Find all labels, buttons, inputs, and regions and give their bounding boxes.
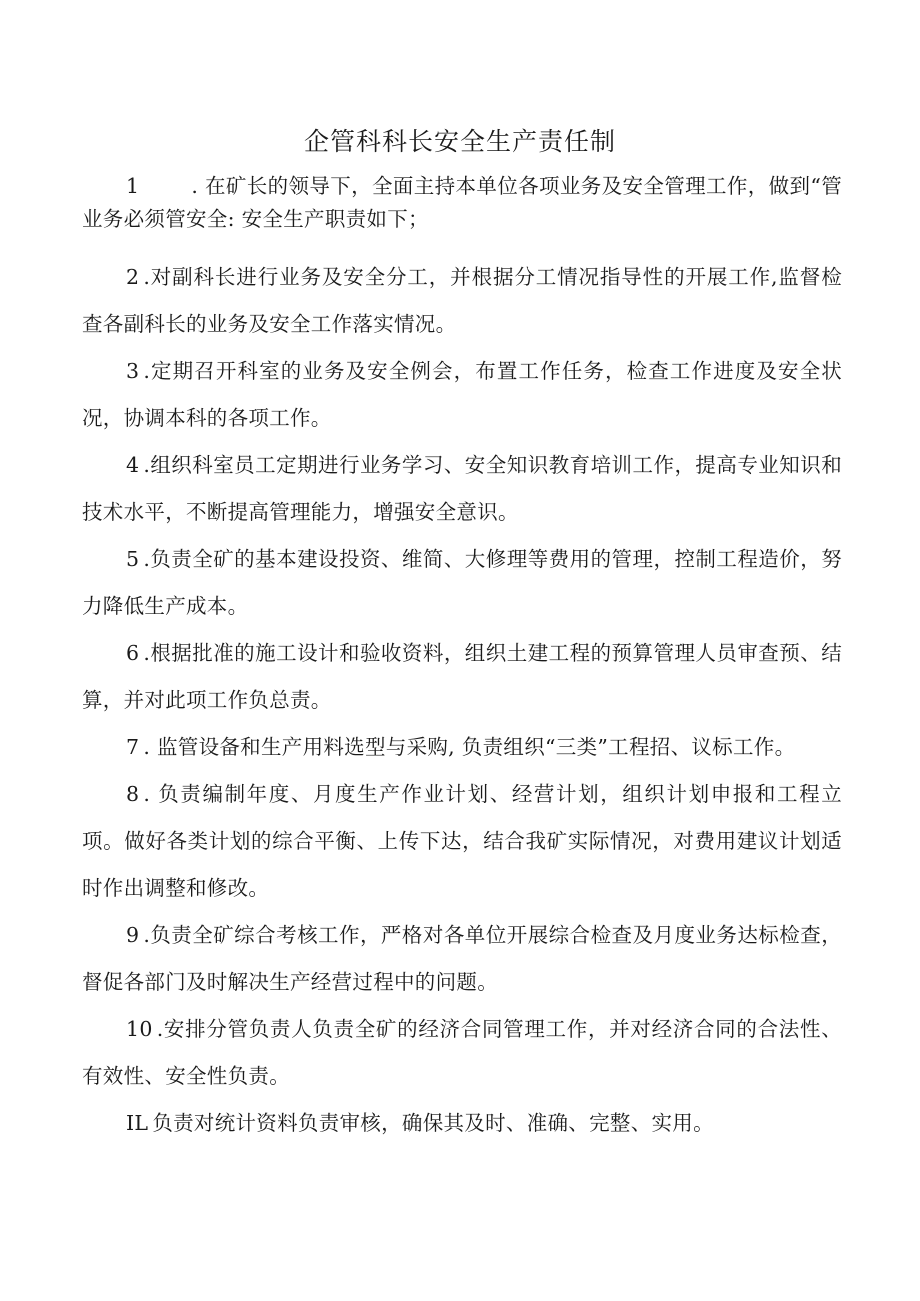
item-number: 2 (126, 265, 140, 289)
item-number: IL (126, 1111, 149, 1135)
list-item (82, 630, 842, 724)
list-item (82, 912, 842, 1006)
list-item (82, 170, 842, 236)
item-text: .安排分管负责人负责全矿的经济合同管理工作，并对经济合同的合法性、有效性、安全性负责。 (82, 1017, 842, 1088)
item-number: 3 (126, 359, 140, 383)
item-number: 1 (126, 174, 140, 198)
list-item (82, 724, 842, 771)
item-number: 6 (126, 641, 140, 665)
item-text: . 监管设备和生产用料选型与采购, 负责组织“三类”工程招、议标工作。 (143, 735, 796, 759)
item-number: 5 (126, 547, 140, 571)
item-text: .组织科室员工定期进行业务学习、安全知识教育培训工作，提高专业知识和技术水平，不断提高管理能力，增强安全意识。 (82, 453, 842, 524)
list-item (82, 536, 842, 630)
list-item (82, 771, 842, 912)
list-item (82, 348, 842, 442)
list-item (82, 1006, 842, 1100)
item-text: .对副科长进行业务及安全分工，并根据分工情况指导性的开展工作,监督检查各副科长的业务及安全工作落实情况。 (82, 265, 842, 336)
item-text: . 在矿长的领导下，全面主持本单位各项业务及安全管理工作，做到“管业务必须管安全: 安全生产职责如下； (82, 174, 842, 231)
document-body (82, 170, 842, 1147)
item-text: 负责对统计资料负责审核，确保其及时、准确、完整、实用。 (152, 1111, 714, 1135)
item-text: .定期召开科室的业务及安全例会，布置工作任务，检查工作进度及安全状况，协调本科的各项工作。 (82, 359, 842, 430)
item-number: 8 (126, 782, 140, 806)
item-number: 7 (126, 735, 140, 759)
item-number: 9 (126, 923, 140, 947)
document-title: 企管科科长安全生产责任制 (303, 127, 616, 156)
item-text: .负责全矿综合考核工作，严格对各单位开展综合检查及月度业务达标检查，督促各部门及时解决生产经营过程中的问题。 (82, 923, 842, 994)
item-text: .根据批准的施工设计和验收资料，组织土建工程的预算管理人员审查预、结算，并对此项工作负总责。 (82, 641, 842, 712)
list-item (82, 442, 842, 536)
item-number: 10 (126, 1017, 153, 1041)
item-text: . 负责编制年度、月度生产作业计划、经营计划，组织计划申报和工程立项。做好各类计划的综合平衡、上传下达，结合我矿实际情况，对费用建议计划适时作出调整和修改。 (82, 782, 842, 900)
item-number: 4 (126, 453, 140, 477)
item-text: .负责全矿的基本建设投资、维简、大修理等费用的管理，控制工程造价，努力降低生产成本。 (82, 547, 842, 618)
list-item (82, 254, 842, 348)
list-item (82, 1100, 842, 1147)
